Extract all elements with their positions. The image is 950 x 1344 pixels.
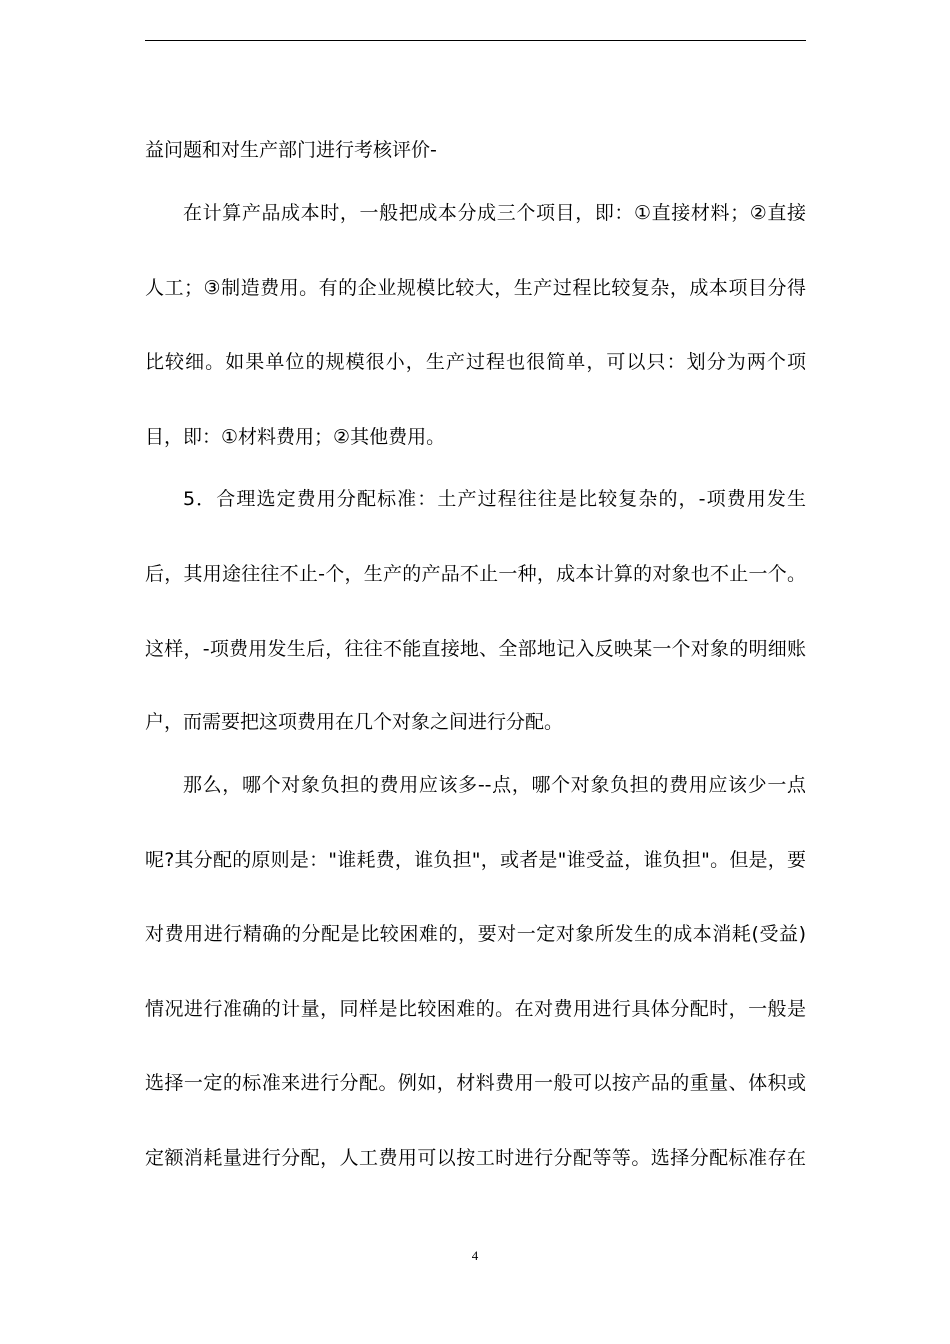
header-rule bbox=[145, 40, 806, 41]
text-line: 呢?其分配的原则是："谁耗费，谁负担"，或者是"谁受益，谁负担"。但是，要 bbox=[145, 849, 806, 871]
text-line: 定额消耗量进行分配，人工费用可以按工时进行分配等等。选择分配标准存在 bbox=[145, 1147, 806, 1169]
text-line: 目，即：①材料费用；②其他费用。 bbox=[145, 426, 446, 448]
text-line: 这样，-项费用发生后，往往不能直接地、全部地记入反映某一个对象的明细账 bbox=[145, 638, 806, 660]
text-line: 选择一定的标准来进行分配。例如，材料费用一般可以按产品的重量、体积或 bbox=[145, 1072, 806, 1094]
text-line: 对费用进行精确的分配是比较困难的，要对一定对象所发生的成本消耗(受益) bbox=[145, 923, 806, 945]
text-line: 情况进行准确的计量，同样是比较困难的。在对费用进行具体分配时，一般是 bbox=[145, 998, 806, 1020]
text-line: 那么，哪个对象负担的费用应该多--点，哪个对象负担的费用应该少一点 bbox=[183, 774, 806, 796]
text-line: 户，而需要把这项费用在几个对象之间进行分配。 bbox=[145, 711, 564, 733]
text-line: 益问题和对生产部门进行考核评价- bbox=[145, 139, 437, 161]
text-line: 人工；③制造费用。有的企业规模比较大，生产过程比较复杂，成本项目分得 bbox=[145, 277, 806, 299]
text-line: 5．合理选定费用分配标准：土产过程往往是比较复杂的，-项费用发生 bbox=[183, 488, 806, 510]
text-line: 后，其用途往往不止-个，生产的产品不止一种，成本计算的对象也不止一个。 bbox=[145, 563, 806, 585]
text-line: 在计算产品成本时，一般把成本分成三个项目，即：①直接材料；②直接 bbox=[183, 202, 806, 224]
text-line: 比较细。如果单位的规模很小，生产过程也很简单，可以只：划分为两个项 bbox=[145, 351, 806, 373]
page-number: 4 bbox=[471, 1248, 479, 1263]
